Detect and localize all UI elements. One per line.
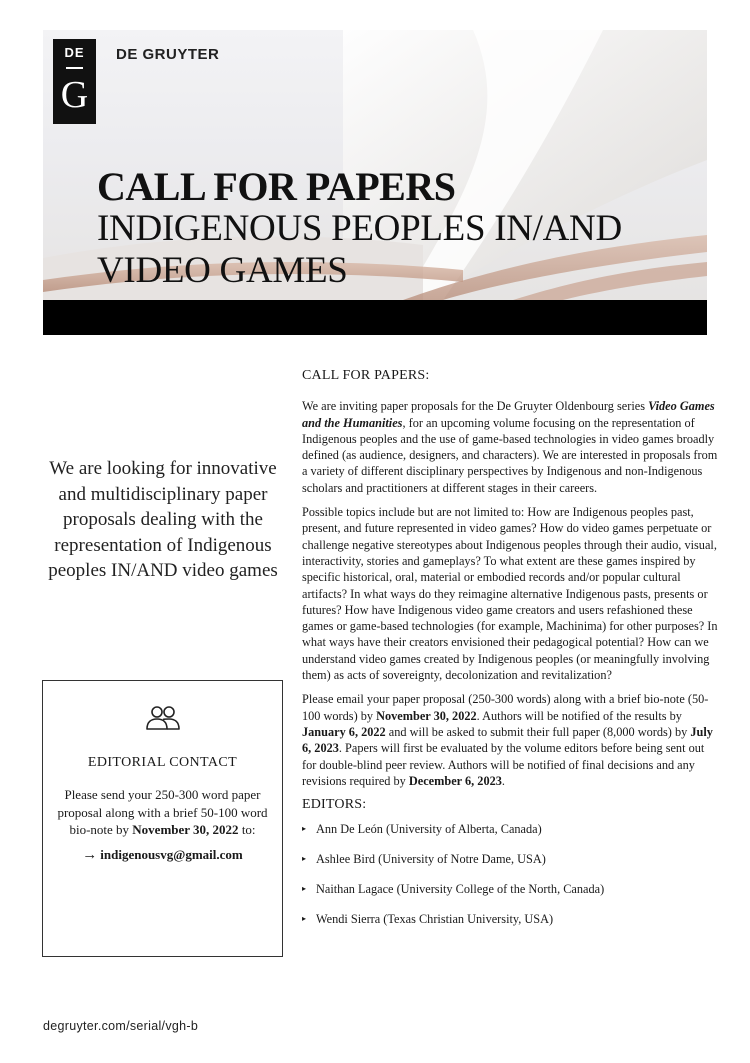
intro-text-before: We are inviting paper proposals for the De Gruyter Oldenbourg series	[302, 399, 649, 414]
topics-paragraph: Possible topics include but are not limited to: How are Indigenous peoples past, present, and future represented in video games? How do video games perpetuate or challenge negative stereotypes about Indigenous peoples through their audio, visual, interactivity, stories and gameplays? To what extent are these games inspired by specific historical, oral, material or embodied records and/or popular cultural artifacts? In what ways do they reimagine alternative Indigenous pasts, presents or futures? How have Indigenous video game creators and users refashioned these games or game-based technologies (for example, Machinima) for other purposes? In what ways have their creators envisioned their pedagogical potential? How can we understand video games created by Indigenous peoples (or meaningfully involving them) as acts of sovereignty, decolonization and revitalization?	[302, 505, 718, 683]
bullet-icon: ▸	[302, 884, 307, 894]
submission-paragraph	[302, 691, 720, 789]
title-call-for-papers: CALL FOR PAPERS	[97, 164, 456, 209]
people-icon	[145, 703, 181, 731]
submission-text: . Papers will first be evaluated by the volume editors before being sent out for double-blind peer review. Authors will be notified of final decisions and any revisions required by	[302, 741, 705, 788]
list-item	[302, 881, 720, 897]
list-item	[302, 851, 720, 867]
bullet-icon: ▸	[302, 854, 307, 864]
main-content	[302, 368, 720, 941]
submission-text: . Authors will be notified of the results by	[476, 708, 682, 723]
editors-list	[302, 821, 720, 926]
logo-de-text: DE	[64, 45, 85, 60]
footer-url-link[interactable]: degruyter.com/serial/vgh-b	[43, 1019, 199, 1033]
intro-paragraph	[302, 398, 720, 496]
proposal-deadline: November 30, 2022	[376, 708, 477, 723]
contact-text-after: to:	[238, 822, 256, 837]
brand-name: DE GRUYTER	[116, 46, 220, 63]
editor-name: Naithan Lagace (University College of the North, Canada)	[316, 882, 605, 897]
contact-email-row	[43, 847, 282, 864]
series-title: Video Games and the Humanities	[302, 399, 715, 430]
editor-name: Ashlee Bird (University of Notre Dame, USA)	[316, 852, 546, 867]
editors-heading: EDITORS:	[302, 797, 367, 813]
intro-text-after: , for an upcoming volume focusing on the representation of Indigenous peoples and the use of game-based technologies in video games broadly defined (as audience, designers, and characters). We are interested in proposals from a variety of different disciplinary perspectives by Indigenous and non-Indigenous scholars and practitioners at different stages in their careers.	[302, 415, 718, 495]
logo-rule	[66, 67, 83, 69]
arrow-right-icon: →	[82, 847, 98, 863]
contact-text-before: Please send your 250-300 word paper proposal along with a brief 50-100 word bio-note by	[57, 787, 268, 837]
notification-date: January 6, 2022	[302, 724, 386, 739]
submission-text: and will be asked to submit their full paper (8,000 words) by	[385, 724, 691, 739]
submission-text: Please email your paper proposal (250-300 words) along with a brief bio-note (50-100 words) by	[302, 692, 709, 723]
bullet-icon: ▸	[302, 824, 307, 834]
logo-g-text: G	[60, 74, 89, 116]
contact-deadline: November 30, 2022	[132, 822, 239, 837]
header-bar	[43, 300, 707, 335]
editor-name: Wendi Sierra (Texas Christian University, USA)	[316, 911, 554, 926]
list-item	[302, 911, 720, 927]
tagline: We are looking for innovative and multidisciplinary paper proposals dealing with the representation of Indigenous peoples IN/AND video games	[48, 458, 278, 581]
de-gruyter-logo	[53, 39, 96, 124]
contact-heading: EDITORIAL CONTACT	[87, 755, 238, 770]
contact-instructions	[51, 786, 274, 839]
list-item	[302, 821, 720, 837]
editor-name: Ann De León (University of Alberta, Canada)	[316, 822, 542, 837]
full-paper-deadline: July 6, 2023	[302, 724, 713, 756]
title-topic: INDIGENOUS PEOPLES IN/AND VIDEO GAMES	[97, 208, 622, 291]
contact-email-link[interactable]: indigenousvg@gmail.com	[100, 847, 243, 862]
header-banner	[43, 30, 707, 300]
editorial-contact-box	[42, 680, 283, 957]
submission-text: .	[501, 773, 505, 788]
bullet-icon: ▸	[302, 913, 307, 923]
cfp-heading: CALL FOR PAPERS:	[302, 368, 430, 383]
final-decision-date: December 6, 2023	[408, 773, 502, 788]
